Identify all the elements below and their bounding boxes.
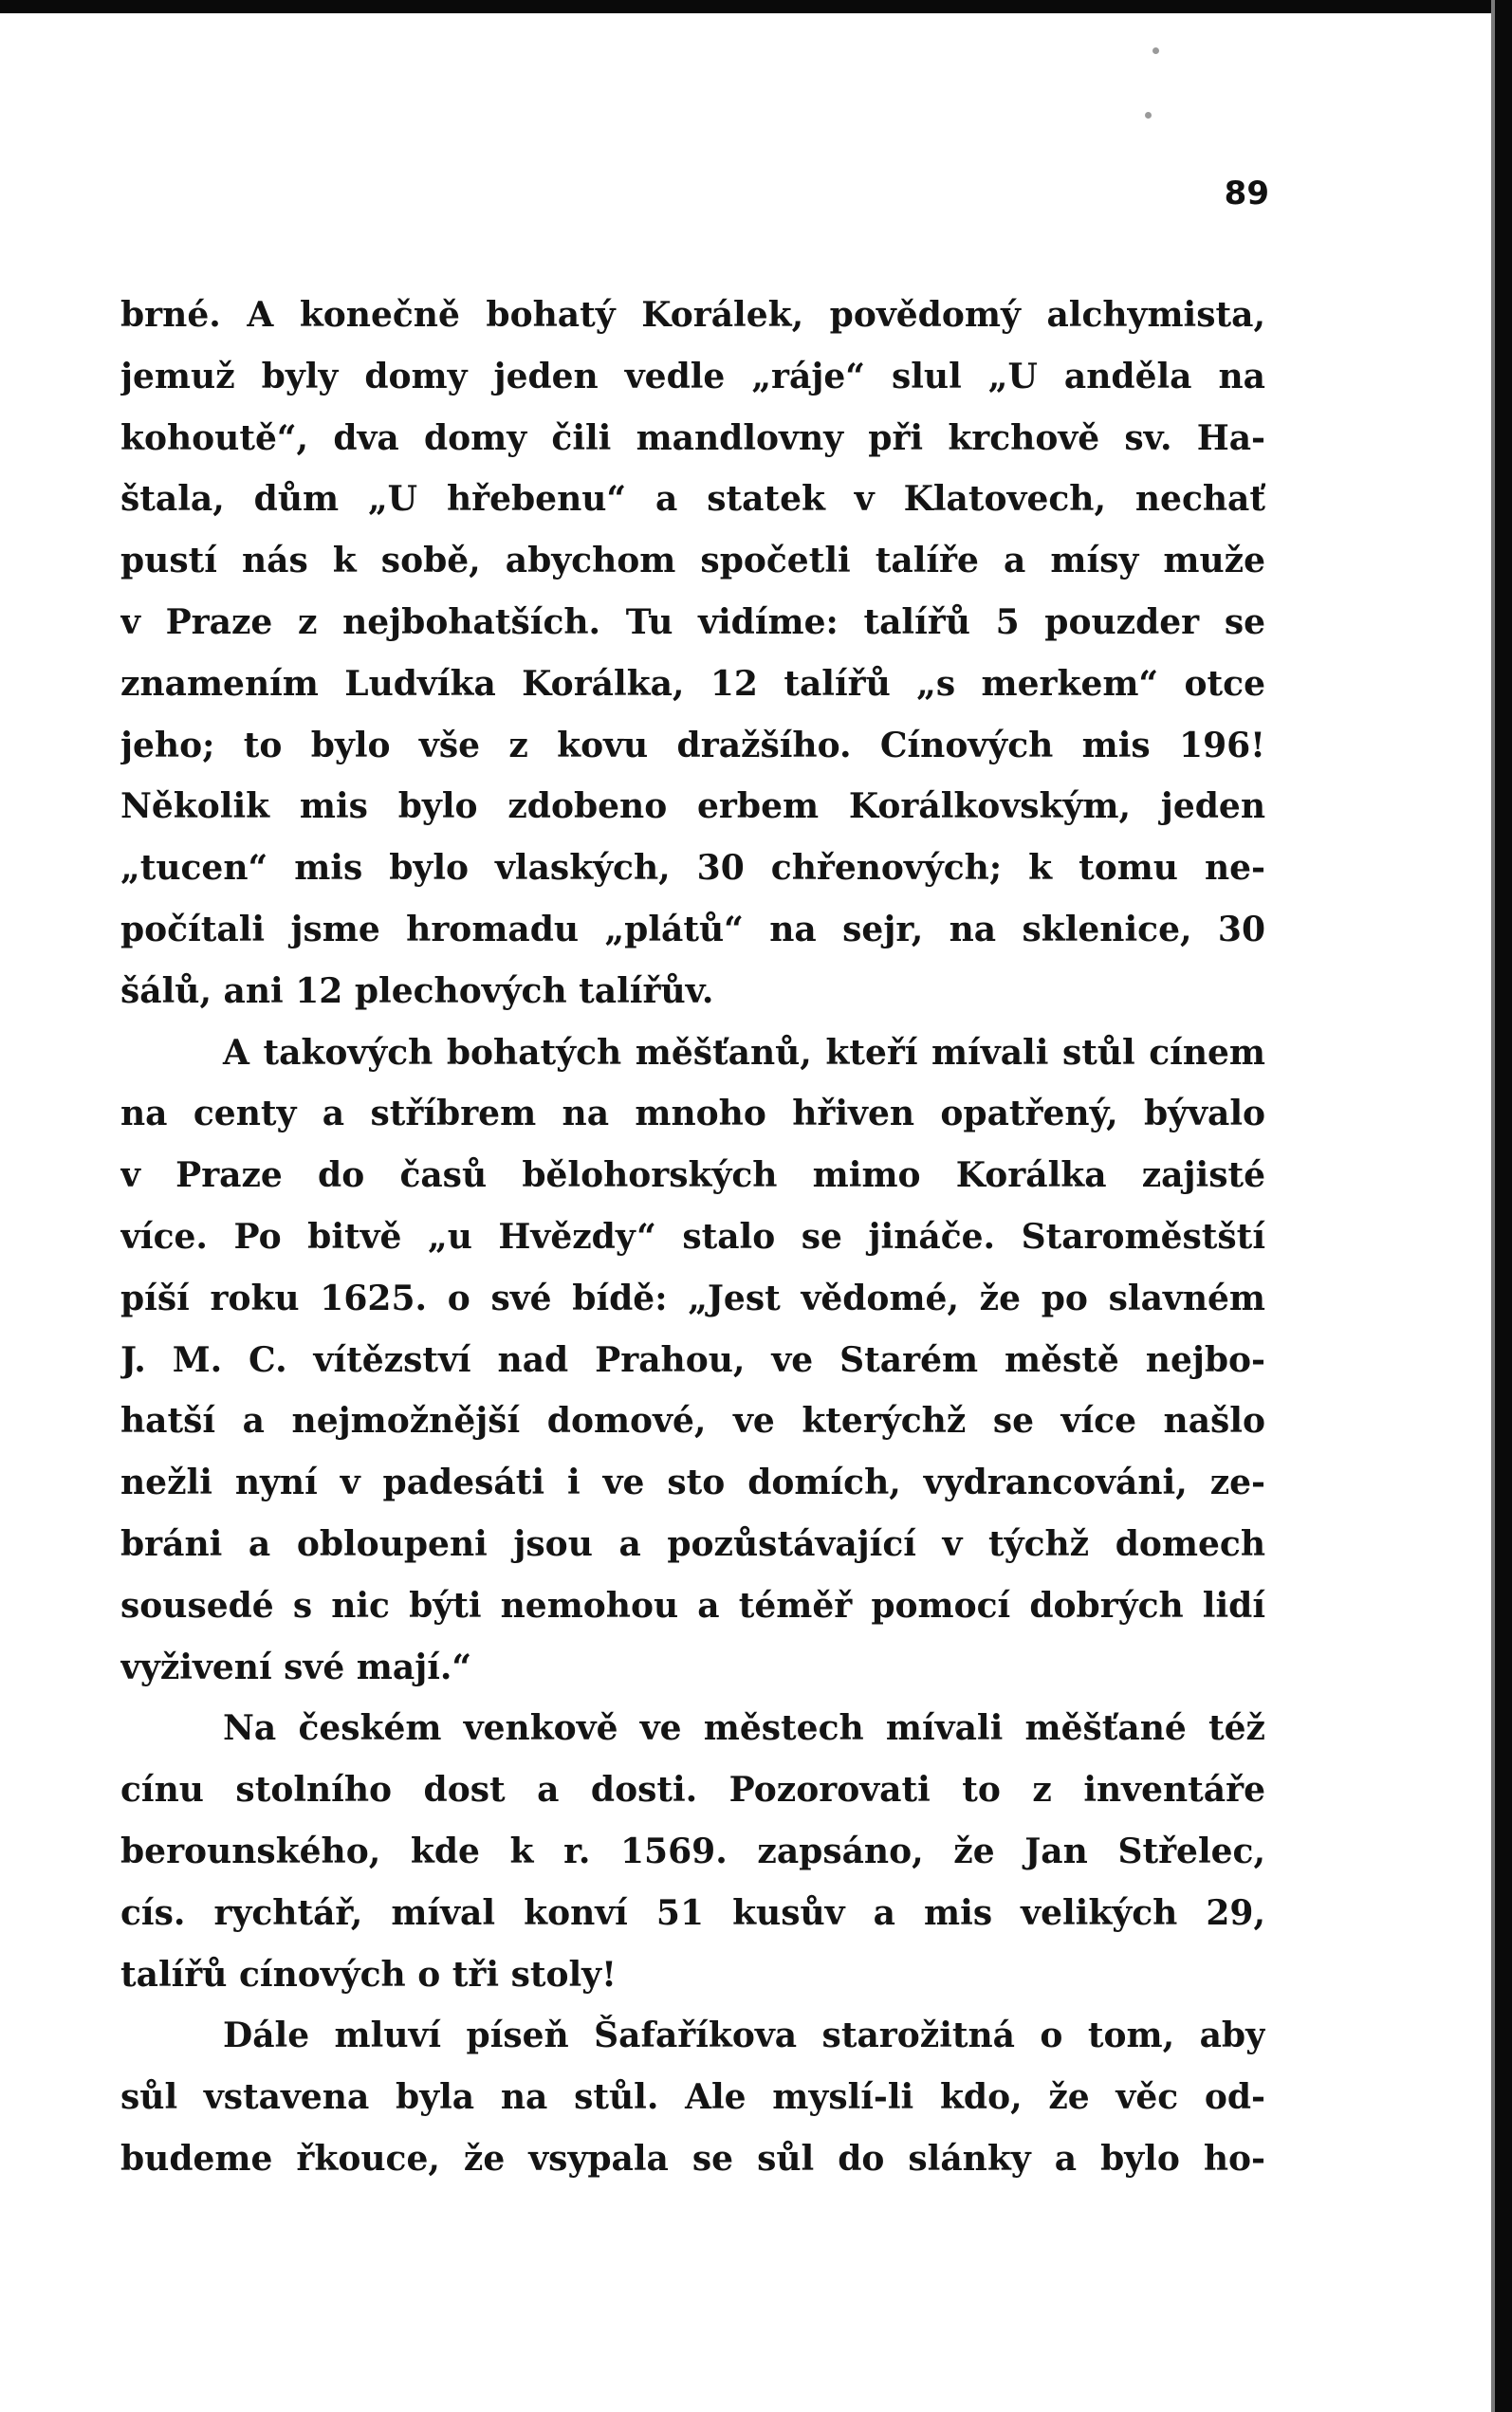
body-text — [120, 285, 1265, 2190]
scan-edge-top — [0, 0, 1512, 13]
text-line: počítali jsme hromadu „plátů“ na sejr, na sklenice, 30 — [120, 909, 1265, 949]
text-line: Několik mis bylo zdobeno erbem Korálkovským, jeden — [120, 786, 1265, 827]
text-line: štala, dům „U hřebenu“ a statek v Klatovech, nechať — [120, 479, 1265, 520]
text-line: nežli nyní v padesáti i ve sto domích, vydrancováni, ze- — [120, 1463, 1265, 1503]
text-line: cínu stolního dost a dosti. Pozorovati to z inventáře — [120, 1770, 1265, 1811]
text-line: píší roku 1625. o své bídě: „Jest vědomé, že po slavném — [120, 1278, 1265, 1318]
text-line: na centy a stříbrem na mnoho hřiven opatřený, bývalo — [120, 1094, 1265, 1134]
text-line: více. Po bitvě „u Hvězdy“ stalo se jináče. Staroměstští — [120, 1216, 1265, 1257]
text-line: J. M. C. vítězství nad Prahou, ve Starém městě nejbo- — [120, 1339, 1265, 1380]
paragraph-start-line: Dále mluví píseň Šafaříkova starožitná o tom, aby — [223, 2016, 1265, 2056]
text-line: pustí nás k sobě, abychom spočetli talíře a mísy muže — [120, 541, 1265, 581]
text-line: v Praze z nejbohatších. Tu vidíme: talířů 5 pouzder se — [120, 601, 1265, 642]
page-number: 89 — [1224, 175, 1269, 212]
text-line: bráni a obloupeni jsou a pozůstávající v týchž domech — [120, 1523, 1265, 1564]
text-line: cís. rychtář, míval konví 51 kusův a mis velikých 29, — [120, 1892, 1265, 1933]
text-line: budeme řkouce, že vsypala se sůl do slánky a bylo ho- — [120, 2138, 1265, 2179]
scan-speck — [1145, 112, 1152, 119]
paragraph-end-line: vyživení své mají.“ — [120, 1647, 472, 1687]
text-line: hatší a nejmožnější domové, ve kterýchž se více našlo — [120, 1401, 1265, 1442]
text-line: jeho; to bylo vše z kovu dražšího. Cínových mis 196! — [120, 725, 1265, 765]
scan-speck — [1152, 47, 1159, 54]
text-line: jemuž byly domy jeden vedle „ráje“ slul „U anděla na — [120, 356, 1265, 396]
scan-edge-right — [1495, 0, 1512, 2412]
paragraph-end-line: talířů cínových o tři stoly! — [120, 1954, 617, 1995]
text-line: brné. A konečně bohatý Korálek, povědomý alchymista, — [120, 295, 1265, 335]
text-line: v Praze do časů bělohorských mimo Korálka zajisté — [120, 1155, 1265, 1196]
paragraph-start-line: Na českém venkově ve městech mívali měšťané též — [223, 1708, 1265, 1749]
text-line: berounského, kde k r. 1569. zapsáno, že Jan Střelec, — [120, 1831, 1265, 1871]
paragraph-end-line: šálů, ani 12 plechových talířův. — [120, 970, 714, 1011]
text-line: sůl vstavena byla na stůl. Ale myslí-li kdo, že věc od- — [120, 2077, 1265, 2118]
text-line: znamením Ludvíka Korálka, 12 talířů „s merkem“ otce — [120, 663, 1265, 704]
text-line: sousedé s nic býti nemohou a téměř pomocí dobrých lidí — [120, 1585, 1265, 1626]
paragraph-start-line: A takových bohatých měšťanů, kteří mívali stůl cínem — [223, 1032, 1265, 1073]
text-line: „tucen“ mis bylo vlaských, 30 chřenových; k tomu ne- — [120, 848, 1265, 889]
text-line: kohoutě“, dva domy čili mandlovny při krchově sv. Ha- — [120, 417, 1265, 458]
